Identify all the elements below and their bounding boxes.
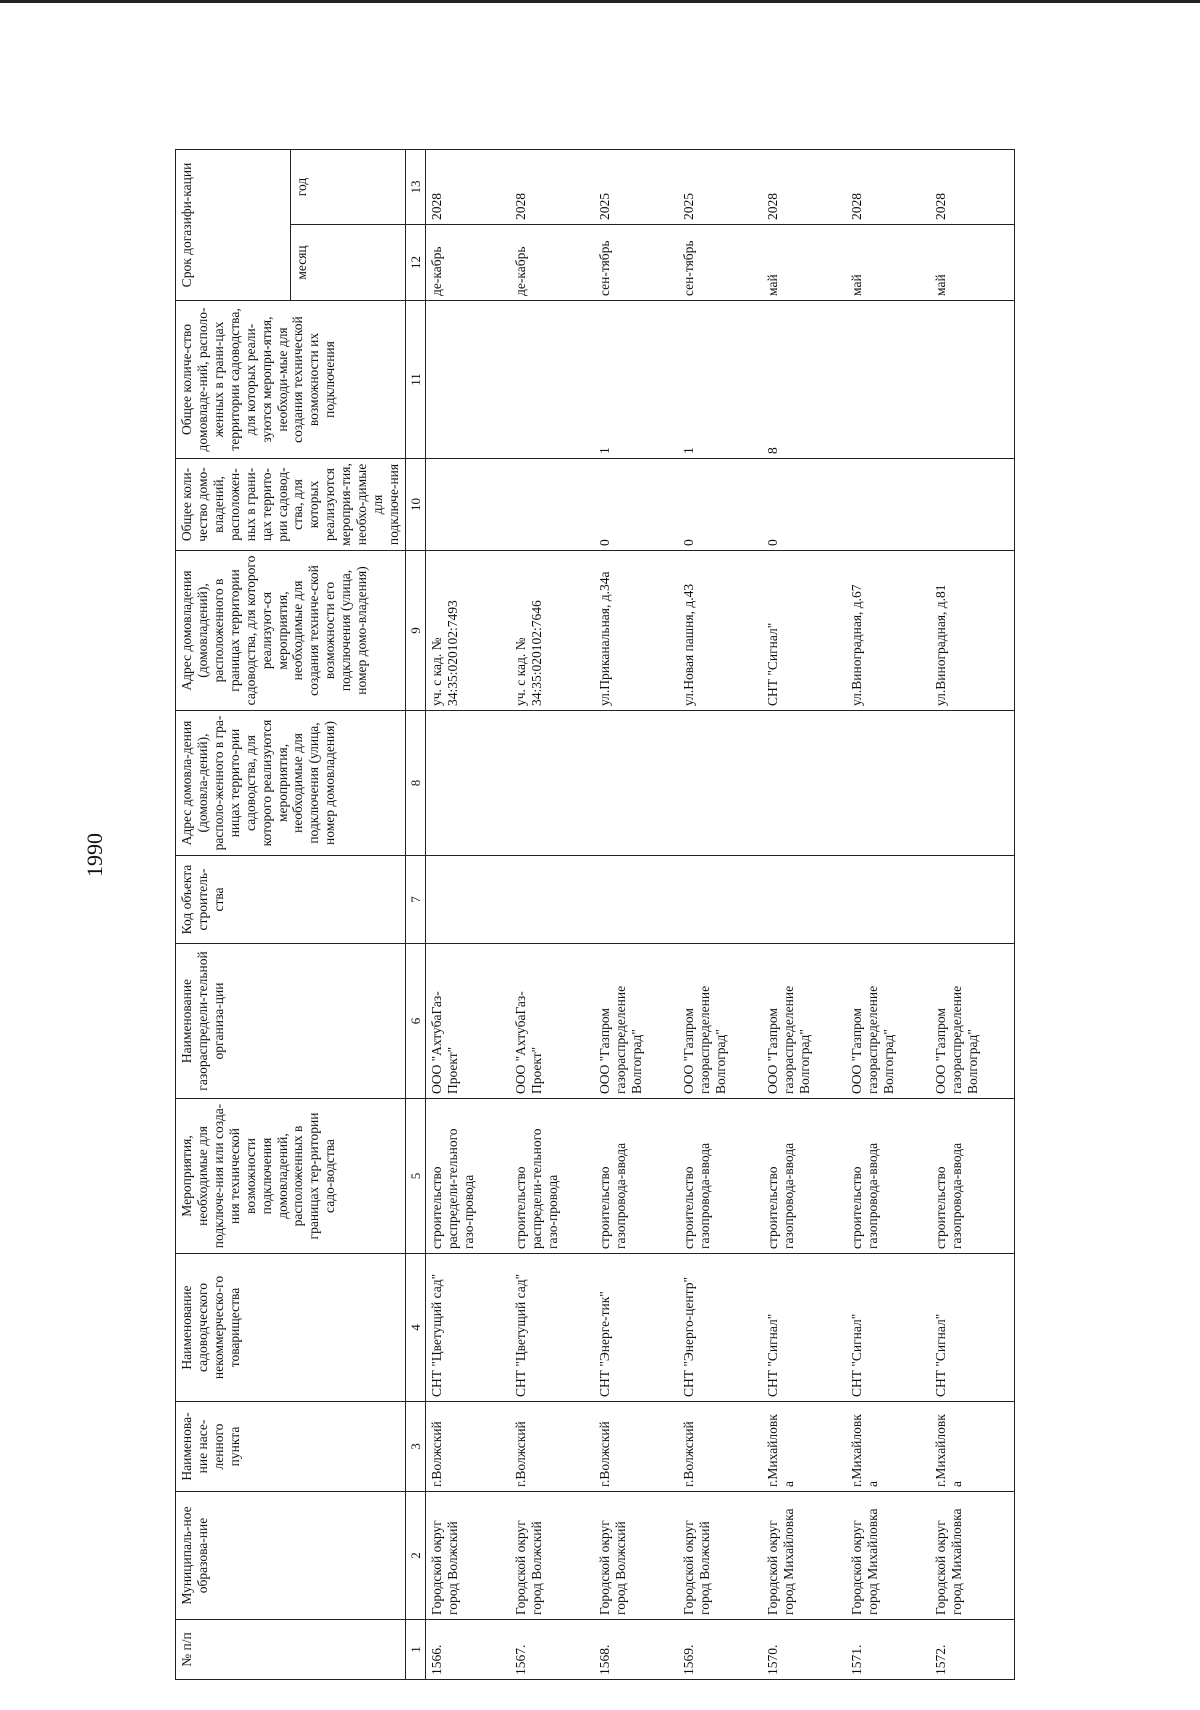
header-cell: Мероприятия, необходимые для подключе-ния или созда-ния технической возможности подключения домовладений, расположенных в границах тер-ритории садо-водства [176, 1099, 406, 1254]
header-cell: № п/п [176, 1620, 406, 1680]
column-number: 1 [405, 1620, 425, 1680]
table-cell: строительство газопровода-ввода [846, 1099, 930, 1254]
table-cell: СНТ "Сигнал" [846, 1254, 930, 1402]
table-cell: ООО "Газпром газораспределение Волгоград" [846, 944, 930, 1099]
table-row [510, 149, 594, 1679]
table-cell: 1566. [426, 1620, 511, 1680]
table-cell: 1570. [762, 1620, 846, 1680]
table-cell: строительство газопровода-ввода [678, 1099, 762, 1254]
table-cell: уч. с кад. № 34:35:020102:7646 [510, 551, 594, 711]
table-cell: Городской округ город Волжский [426, 1492, 511, 1620]
table-cell: ООО "Газпром газораспределение Волгоград" [594, 944, 678, 1099]
table-cell [930, 711, 1015, 856]
table-cell [426, 711, 511, 856]
table-cell: 0 [678, 459, 762, 551]
table-cell [846, 856, 930, 944]
table-cell: 0 [762, 459, 846, 551]
header-cell-deadline: Срок догазифи-кации [176, 149, 291, 300]
table-cell: уч. с кад. № 34:35:020102:7493 [426, 551, 511, 711]
table-cell [930, 459, 1015, 551]
header-cell: Адрес домовла-дения (домовла-дений), располо-женного в гра-ницах террито-рии садоводства, для которого реализуются мероприятия, необходимые для подключения (улица, номер домовладения) [176, 711, 406, 856]
column-number: 12 [405, 225, 425, 301]
table-cell: СНТ "Цветущий сад" [426, 1254, 511, 1402]
header-cell: Общее количе-ство домовладе-ний, располо-женных в грани-цах территории садоводства, для которых реали-зуются меропри-ятия, необходи-мые для создания технической возможности их подключения [176, 301, 406, 459]
table-cell: г.Волжский [594, 1402, 678, 1492]
table-cell: ООО "Газпром газораспределение Волгоград" [762, 944, 846, 1099]
table-cell: 1572. [930, 1620, 1015, 1680]
table-cell: СНТ "Сигнал" [762, 551, 846, 711]
column-number: 8 [405, 711, 425, 856]
table-cell: ул.Виноградная, д.67 [846, 551, 930, 711]
table-cell: 0 [594, 459, 678, 551]
table-cell: г.Михайловк а [762, 1402, 846, 1492]
table-cell: г.Михайловк а [930, 1402, 1015, 1492]
table-cell: ООО "Газпром газораспределение Волгоград" [930, 944, 1015, 1099]
table-cell [594, 711, 678, 856]
table-cell: 1 [678, 301, 762, 459]
table-cell [762, 856, 846, 944]
table-cell: 2025 [678, 149, 762, 224]
subheader-month: месяц [290, 225, 405, 301]
table-cell: 2028 [846, 149, 930, 224]
column-number: 6 [405, 944, 425, 1099]
table-cell: 2025 [594, 149, 678, 224]
table-cell: г.Михайловк а [846, 1402, 930, 1492]
subheader-year: год [290, 149, 405, 224]
table-cell: строительство распредели-тельного газо-провода [510, 1099, 594, 1254]
table-cell: 2028 [510, 149, 594, 224]
table-cell: строительство газопровода-ввода [930, 1099, 1015, 1254]
table-cell: г.Волжский [510, 1402, 594, 1492]
gasification-table [175, 149, 1015, 1680]
table-cell: СНТ "Энерге-тик" [594, 1254, 678, 1402]
table-cell: де-кабрь [510, 225, 594, 301]
table-cell: сен-тябрь [594, 225, 678, 301]
column-number: 10 [405, 459, 425, 551]
table-cell: Городской округ город Волжский [678, 1492, 762, 1620]
table-cell: ООО "АхтубаГаз-Проект" [426, 944, 511, 1099]
table-cell [426, 856, 511, 944]
page-number: 1990 [82, 833, 107, 877]
table-cell: 8 [762, 301, 846, 459]
header-cell: Наименование садоводческого некоммерческо-го товарищества [176, 1254, 406, 1402]
table-cell: ул.Виноградная, д.81 [930, 551, 1015, 711]
table-cell: Городской округ город Михайловка [930, 1492, 1015, 1620]
table-row [594, 149, 678, 1679]
table-cell: СНТ "Энерго-центр" [678, 1254, 762, 1402]
column-number: 9 [405, 551, 425, 711]
table-cell: СНТ "Цветущий сад" [510, 1254, 594, 1402]
header-cell: Муниципаль-ное образова-ние [176, 1492, 406, 1620]
column-number: 4 [405, 1254, 425, 1402]
table-cell: май [930, 225, 1015, 301]
table-cell [594, 856, 678, 944]
header-row [176, 149, 291, 1679]
header-cell: Наименова-ние насе-ленного пункта [176, 1402, 406, 1492]
table-cell: ул.Новая пашня, д.43 [678, 551, 762, 711]
table-header [176, 149, 426, 1679]
table-body [426, 149, 1015, 1679]
table-cell [846, 301, 930, 459]
table-cell: 2028 [930, 149, 1015, 224]
column-number: 5 [405, 1099, 425, 1254]
table-cell: СНТ "Сигнал" [762, 1254, 846, 1402]
table-cell: строительство газопровода-ввода [762, 1099, 846, 1254]
header-cell: Общее коли-чество домо-владений, расположен-ных в грани-цах террито-рии садовод-ства, для которых реализуются мероприя-тия, необхо-димые для подключе-ния [176, 459, 406, 551]
table-cell: 1569. [678, 1620, 762, 1680]
column-number: 13 [405, 149, 425, 224]
table-cell: 1567. [510, 1620, 594, 1680]
table-cell [678, 711, 762, 856]
table-cell [510, 301, 594, 459]
table-row [762, 149, 846, 1679]
header-cell: Наименование газораспредели-тельной организа-ции [176, 944, 406, 1099]
table-cell: Городской округ город Волжский [510, 1492, 594, 1620]
table-cell: 2028 [426, 149, 511, 224]
table-cell: Городской округ город Михайловка [846, 1492, 930, 1620]
table-cell [678, 856, 762, 944]
table-cell: строительство распредели-тельного газо-провода [426, 1099, 511, 1254]
table-cell [426, 459, 511, 551]
table-row [930, 149, 1015, 1679]
table-cell: Городской округ город Михайловка [762, 1492, 846, 1620]
table-cell: 1 [594, 301, 678, 459]
table-cell [930, 856, 1015, 944]
column-number: 11 [405, 301, 425, 459]
table-cell [510, 711, 594, 856]
header-cell: Адрес домовладения (домовладений), расположенного в границах территории садоводства, для которого реализуют-ся мероприятия, необходимые для создания техниче-ской возможности его подключения (улица, номер домо-владения) [176, 551, 406, 711]
table-cell: май [846, 225, 930, 301]
table-row [846, 149, 930, 1679]
table-cell [846, 459, 930, 551]
table-cell [762, 711, 846, 856]
table-cell: де-кабрь [426, 225, 511, 301]
column-number-row [405, 149, 425, 1679]
column-number: 2 [405, 1492, 425, 1620]
table-cell: 1571. [846, 1620, 930, 1680]
table-cell: ООО "АхтубаГаз-Проект" [510, 944, 594, 1099]
table-cell: 2028 [762, 149, 846, 224]
table-cell: ул.Приканальная, д.34а [594, 551, 678, 711]
table-cell: строительство газопровода-ввода [594, 1099, 678, 1254]
table-row [678, 149, 762, 1679]
table-cell: ООО "Газпром газораспределение Волгоград" [678, 944, 762, 1099]
table-cell: СНТ "Сигнал" [930, 1254, 1015, 1402]
table-cell [510, 459, 594, 551]
column-number: 7 [405, 856, 425, 944]
table-cell: май [762, 225, 846, 301]
table-cell: г.Волжский [678, 1402, 762, 1492]
table-cell [930, 301, 1015, 459]
table-cell: Городской округ город Волжский [594, 1492, 678, 1620]
table-cell [510, 856, 594, 944]
header-cell: Код объекта строитель-ства [176, 856, 406, 944]
table-row [426, 149, 511, 1679]
table-cell: г.Волжский [426, 1402, 511, 1492]
table-cell [846, 711, 930, 856]
table-cell: сен-тябрь [678, 225, 762, 301]
table-cell: 1568. [594, 1620, 678, 1680]
column-number: 3 [405, 1402, 425, 1492]
table-cell [426, 301, 511, 459]
